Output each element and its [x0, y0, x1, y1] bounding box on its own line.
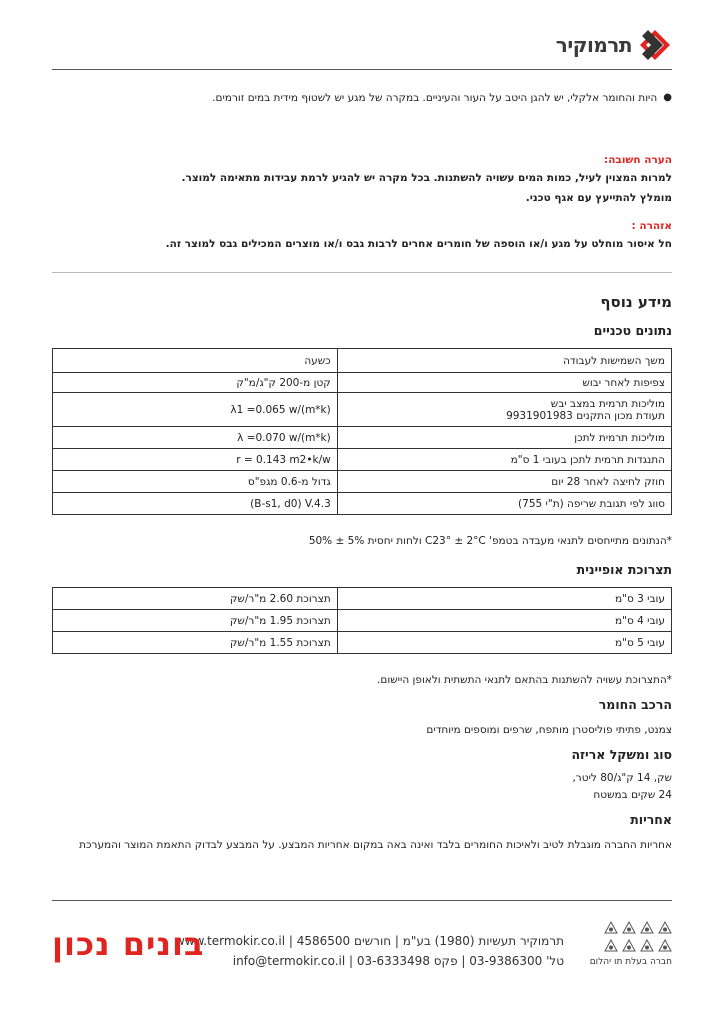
- coverage-table-row: [53, 588, 672, 610]
- warning-block: [52, 220, 672, 254]
- coverage-table: [52, 587, 672, 654]
- cell-value: (λ =0.070 w/(m*k: [53, 427, 338, 449]
- tech-table-row: [53, 349, 672, 373]
- coverage-footnote: *התצרוכת עשויה להשתנות בהתאם לתנאי התשתית ולאופן היישום.: [377, 674, 672, 686]
- tech-table-row: [53, 471, 672, 493]
- section-divider: [52, 272, 672, 273]
- cell-value: (λ1 =0.065 w/(m*k: [53, 393, 338, 427]
- packaging-line-1: שק, 14 ק"ג/80 ליטר,: [572, 772, 672, 784]
- coverage-table-row: [53, 632, 672, 654]
- cell-value: B-s1, d0) V.4.3): [53, 493, 338, 515]
- tech-table-row: [53, 427, 672, 449]
- quality-seal-icon: [622, 939, 636, 953]
- packaging-line-2: 24 שקים במשטח: [593, 789, 672, 801]
- logo: [556, 28, 672, 62]
- quality-seal-icon: [658, 939, 672, 953]
- cell-value: גדול מ-0.6 מגפ"ס: [53, 471, 338, 493]
- cell-value: תצרוכת 1.95 מ"ר/שק: [53, 610, 338, 632]
- packaging-title: סוג ומשקל אריזה: [571, 747, 672, 762]
- page-header: [52, 22, 672, 70]
- tech-table-row: [53, 393, 672, 427]
- intro-bullet-text: היות והחומר אלקלי, יש להגן היטב על העור והעיניים. במקרה של מגע יש לשטוף מידית במים זורמים.: [212, 92, 658, 104]
- more-info-title: מידע נוסף: [600, 293, 672, 311]
- seal-caption: חברה בעלת תו יהלום: [589, 957, 672, 967]
- cell-label: סווג לפי תגובת שריפה (ת"י 755): [337, 493, 671, 515]
- tech-table: [52, 348, 672, 515]
- cell-label: משך השמישות לעבודה: [337, 349, 671, 373]
- tech-table-row: [53, 449, 672, 471]
- quality-seal-icon: [640, 921, 654, 935]
- cell-value: תצרוכת 1.55 מ"ר/שק: [53, 632, 338, 654]
- quality-seal-icon: [604, 921, 618, 935]
- company-line: תרמוקיר תעשיות (1980) בע"מ | חורשים 4586500 | www.termokir.co.il: [174, 934, 564, 948]
- warning-line-1: חל איסור מוחלט על מגע ו/או הוספה של חומרים אחרים לרבות גבס ו/או מוצרים המכילים גבס למוצר זה.: [165, 238, 672, 250]
- cell-label: התנגדות תרמית לתכן בעובי 1 ס"מ: [337, 449, 671, 471]
- note-line-1: למרות המצוין לעיל, כמות המים עשויה להשתנות. בכל מקרה יש להגיע לרמת עבידות מתאימה למוצר.: [181, 172, 672, 184]
- cell-value: כשעה: [53, 349, 338, 373]
- composition-title: הרכב החומר: [598, 697, 672, 712]
- tech-title: נתונים טכניים: [593, 323, 672, 338]
- cell-label: מוליכות תרמית במצב יבש תעודת מכון התקנים 9931901983: [337, 393, 671, 427]
- seal-row: [582, 939, 672, 953]
- brand-slogan: בונים נכון: [52, 925, 205, 963]
- cell-label: עובי 5 ס"מ: [337, 632, 671, 654]
- cell-label: עובי 3 ס"מ: [337, 588, 671, 610]
- note-line-2: מומלץ להתייעץ עם אגף טכני.: [525, 192, 672, 204]
- company-details: [175, 931, 564, 971]
- cell-label: צפיפות לאחר יבוש: [337, 373, 671, 393]
- warranty-text: אחריות החברה מוגבלת לטיב ולאיכות החומרים בלבד ואינה באה במקום אחריות המבצע. על המבצע לבדוק התאמת המוצר והמערכת: [79, 839, 672, 851]
- tech-footnote: *הנתונים מתייחסים לתנאי מעבדה בטמפ' C23° ± 2°C ולחות יחסית 5% ± 50%: [308, 535, 672, 547]
- quality-seals: [582, 921, 672, 967]
- seal-row: [582, 921, 672, 935]
- quality-seal-icon: [640, 939, 654, 953]
- cell-label: עובי 4 ס"מ: [337, 610, 671, 632]
- warning-title: אזהרה :: [631, 220, 672, 232]
- footer-inner: [52, 921, 672, 981]
- phone-line: טל' 03-9386300 | פקס 03-6333498 | info@termokir.co.il: [232, 954, 564, 968]
- intro-bullet: [52, 92, 672, 104]
- logo-mark-icon: [638, 28, 672, 62]
- page-footer: [52, 900, 672, 990]
- quality-seal-icon: [622, 921, 636, 935]
- cell-value: תצרוכת 2.60 מ"ר/שק: [53, 588, 338, 610]
- tech-table-row: [53, 493, 672, 515]
- note-title: הערה חשובה:: [604, 154, 672, 166]
- coverage-title: תצרוכת אופיינית: [576, 562, 672, 577]
- composition-text: צמנט, פתיתי פוליסטרן מותפח, שרפים ומוספים מיוחדים: [426, 724, 672, 736]
- warranty-title: אחריות: [630, 812, 672, 827]
- main-content: [52, 88, 672, 854]
- quality-seal-icon: [604, 939, 618, 953]
- cell-value: r = 0.143 m2•k/w: [53, 449, 338, 471]
- cell-value: קטן מ-200 ק"ג/מ"ק: [53, 373, 338, 393]
- tech-table-row: [53, 373, 672, 393]
- cell-label: מוליכות תרמית לתכן: [337, 427, 671, 449]
- note-block: [52, 154, 672, 208]
- bullet-dot: ●: [663, 92, 672, 103]
- quality-seal-icon: [658, 921, 672, 935]
- logo-text: תרמוקיר: [555, 33, 632, 57]
- cell-label: חוזק לחיצה לאחר 28 יום: [337, 471, 671, 493]
- coverage-table-row: [53, 610, 672, 632]
